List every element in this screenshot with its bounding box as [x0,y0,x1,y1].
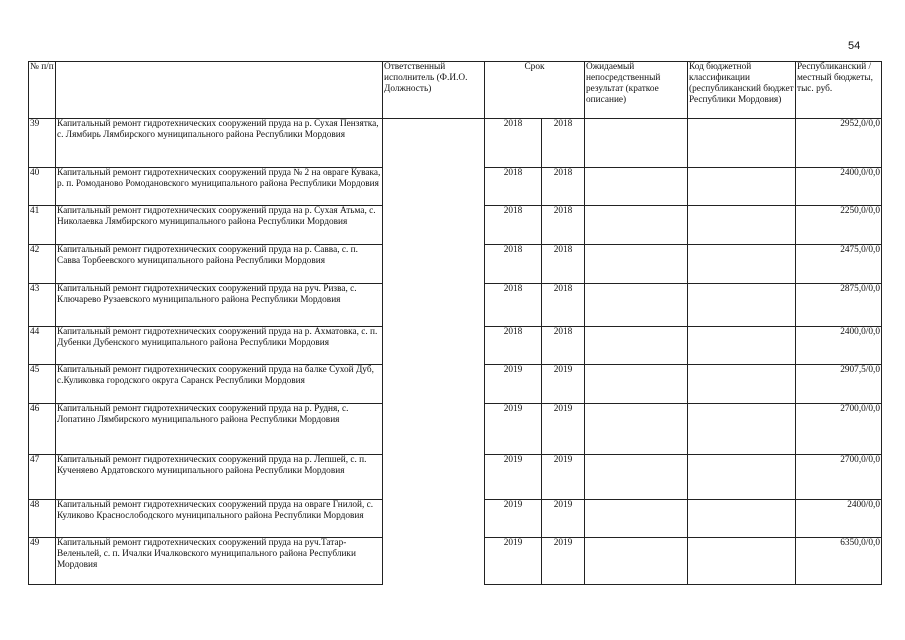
table-row [29,168,882,206]
table-row [29,327,882,365]
row-budget: 2700,0/0,0 [796,455,882,500]
row-name: Капитальный ремонт гидротехнических сооружений пруда на овраге Гнилой, с. Куликово Краснослободского муниципального района Республики Мордовия [56,500,383,538]
row-year-start: 2018 [485,168,542,206]
table-row [29,284,882,327]
header-responsible: Ответственный исполнитель (Ф.И.О. Должность) [383,62,485,119]
row-num: 49 [29,538,56,585]
row-responsible [383,168,485,206]
row-year-start: 2018 [485,206,542,245]
row-responsible [383,206,485,245]
row-budget: 2907,5/0,0 [796,365,882,404]
row-budget: 2475,0/0,0 [796,245,882,284]
row-code [688,327,796,365]
row-expected [585,404,688,455]
row-year-start: 2019 [485,404,542,455]
row-expected [585,284,688,327]
row-year-start: 2018 [485,327,542,365]
row-year-end: 2018 [542,168,585,206]
row-year-start: 2018 [485,245,542,284]
row-num: 42 [29,245,56,284]
row-expected [585,365,688,404]
header-num: № п/п [29,62,56,119]
header-budget: Республиканский /местный бюджеты, тыс. руб. [796,62,882,119]
row-num: 47 [29,455,56,500]
row-budget: 6350,0/0,0 [796,538,882,585]
row-expected [585,245,688,284]
row-name: Капитальный ремонт гидротехнических сооружений пруда № 2 на овраге Кувака, р. п. Ромоданово Ромодановского муниципального района Республики Мордовия [56,168,383,206]
table-body [29,119,882,585]
header-name [56,62,383,119]
row-num: 40 [29,168,56,206]
row-code [688,284,796,327]
row-responsible [383,455,485,500]
row-code [688,538,796,585]
row-num: 44 [29,327,56,365]
table-row [29,365,882,404]
row-code [688,455,796,500]
row-year-end: 2018 [542,327,585,365]
table-row [29,245,882,284]
row-code [688,404,796,455]
row-responsible [383,284,485,327]
row-expected [585,168,688,206]
row-year-end: 2019 [542,500,585,538]
row-budget: 2400,0/0,0 [796,168,882,206]
row-year-end: 2019 [542,538,585,585]
table-row [29,455,882,500]
table-row [29,404,882,455]
table-row [29,119,882,168]
row-budget: 2400/0,0 [796,500,882,538]
row-name: Капитальный ремонт гидротехнических сооружений пруда на руч. Ризва, с. Ключарево Рузаевского муниципального района Республики Мордовия [56,284,383,327]
row-name: Капитальный ремонт гидротехнических сооружений пруда на р. Ахматовка, с. п. Дубенки Дубенского муниципального района Республики Мордовия [56,327,383,365]
row-name: Капитальный ремонт гидротехнических сооружений пруда на р. Рудня, с. Лопатино Лямбирского муниципального района Республики Мордовия [56,404,383,455]
row-num: 39 [29,119,56,168]
row-code [688,365,796,404]
row-name: Капитальный ремонт гидротехнических сооружений пруда на балке Сухой Дуб, с.Куликовка городского округа Саранск Республики Мордовия [56,365,383,404]
row-year-start: 2018 [485,284,542,327]
row-num: 48 [29,500,56,538]
row-budget: 2952,0/0,0 [796,119,882,168]
row-name: Капитальный ремонт гидротехнических сооружений пруда на р. Сухая Атьма, с. Николаевка Лямбирского муниципального района Республики Мордовия [56,206,383,245]
row-year-end: 2018 [542,245,585,284]
row-responsible [383,500,485,538]
row-year-start: 2019 [485,538,542,585]
row-responsible [383,365,485,404]
row-expected [585,500,688,538]
row-expected [585,119,688,168]
row-code [688,500,796,538]
row-responsible [383,538,485,585]
row-year-start: 2019 [485,365,542,404]
row-num: 41 [29,206,56,245]
row-expected [585,455,688,500]
row-expected [585,327,688,365]
row-budget: 2875,0/0,0 [796,284,882,327]
row-code [688,245,796,284]
row-year-start: 2018 [485,119,542,168]
measures-table [28,61,882,585]
row-budget: 2250,0/0,0 [796,206,882,245]
page-number: 54 [848,40,861,52]
row-responsible [383,404,485,455]
row-year-end: 2018 [542,119,585,168]
row-expected [585,538,688,585]
row-num: 46 [29,404,56,455]
row-year-end: 2018 [542,284,585,327]
row-year-end: 2019 [542,455,585,500]
row-responsible [383,245,485,284]
row-code [688,168,796,206]
row-code [688,119,796,168]
row-year-start: 2019 [485,500,542,538]
row-code [688,206,796,245]
row-expected [585,206,688,245]
row-responsible [383,119,485,168]
table-row [29,206,882,245]
header-code: Код бюджетной классификации (республиканский бюджет Республики Мордовия) [688,62,796,119]
header-term: Срок [485,62,585,119]
row-year-end: 2019 [542,404,585,455]
table-header-row [29,62,882,119]
row-year-end: 2019 [542,365,585,404]
row-year-end: 2018 [542,206,585,245]
row-name: Капитальный ремонт гидротехнических сооружений пруда на р. Сухая Пензятка, с. Лямбирь Лямбирского муниципального района Республики Мордовия [56,119,383,168]
row-num: 45 [29,365,56,404]
row-num: 43 [29,284,56,327]
row-year-start: 2019 [485,455,542,500]
row-budget: 2400,0/0,0 [796,327,882,365]
table-row [29,500,882,538]
row-responsible [383,327,485,365]
row-budget: 2700,0/0,0 [796,404,882,455]
row-name: Капитальный ремонт гидротехнических сооружений пруда на руч.Татар-Веленьлей, с. п. Ичалки Ичалковского муниципального района Республики Мордовия [56,538,383,585]
row-name: Капитальный ремонт гидротехнических сооружений пруда на р. Савва, с. п. Савва Торбеевского муниципального района Республики Мордовия [56,245,383,284]
table-row [29,538,882,585]
header-expected: Ожидаемый непосредственный результат (краткое описание) [585,62,688,119]
row-name: Капитальный ремонт гидротехнических сооружений пруда на р. Лепшей, с. п. Кученяево Ардатовского муниципального района Республики Мордовия [56,455,383,500]
